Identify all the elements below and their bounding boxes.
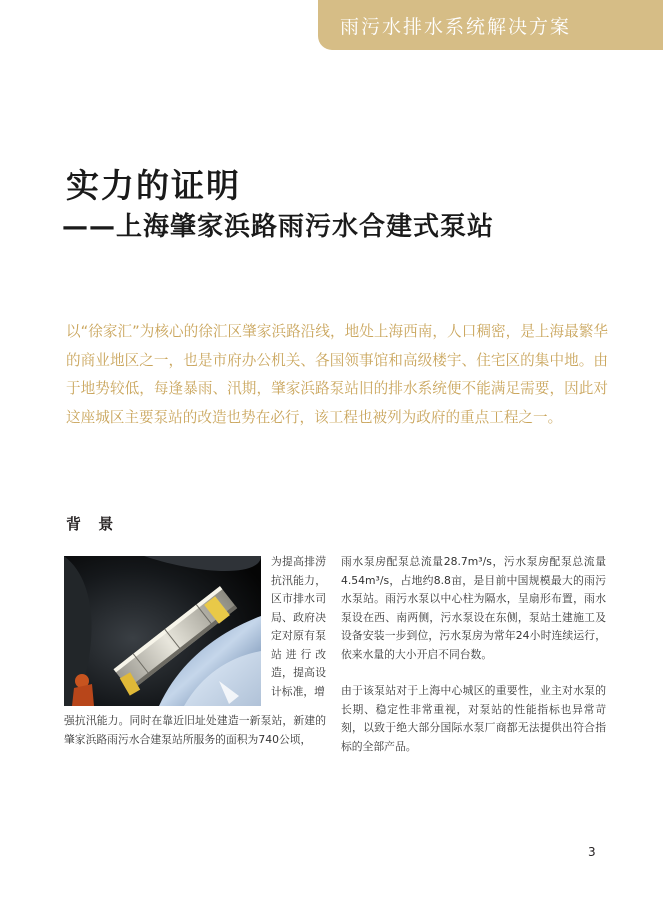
- page-title: 实力的证明: [66, 166, 241, 205]
- background-text-side: 为提高排涝抗汛能力，区市排水司局、政府决定对原有泵站进行改造，提高设计标准，增: [271, 555, 326, 698]
- intro-paragraph: 以“徐家汇”为核心的徐汇区肇家浜路沿线，地处上海西南，人口稠密，是上海最繁华的商业地区之一，也是市府办公机关、各国领事馆和高级楼宇、住宅区的集中地。由于地势较低，每逢暴雨、汛期，肇家浜路泵站旧的排水系统便不能满足需要，因此对这座城区主要泵站的改造也势在必行，该工程也被列为政府的重点工程之一。: [66, 323, 608, 426]
- background-paragraph-flow: 雨水泵房配泵总流量28.7m³/s，污水泵房配泵总流量4.54m³/s，占地约8.8亩，是目前中国规模最大的雨污水泵站。雨污水泵以中心柱为隔水，呈扇形布置，雨水泵设在西、南两侧，污水泵设在东侧，泵站土建施工及设备安装一步到位，污水泵房为常年24小时连续运行，依来水量的大小开启不同台数。: [341, 555, 606, 661]
- background-text-bottom: 强抗汛能力。同时在靠近旧址处建造一新泵站，新建的肇家浜路雨污水合建泵站所服务的面积为740公顷，: [64, 714, 326, 746]
- section-heading-background: 背 景: [66, 515, 120, 533]
- section-header-title: 雨污水排水系统解决方案: [340, 15, 572, 38]
- page-number: 3: [588, 845, 596, 859]
- section-header-tab: [318, 0, 663, 50]
- page-subtitle: ——上海肇家浜路雨污水合建式泵站: [62, 212, 495, 242]
- pump-installation-photo: [64, 556, 261, 706]
- background-column-right: [341, 553, 606, 774]
- background-paragraph-importance: 由于该泵站对于上海中心城区的重要性，业主对水泵的长期、稳定性非常重视，对泵站的性能指标也异常苛刻，以致于绝大部分国际水泵厂商都无法提供出符合指标的全部产品。: [341, 684, 606, 753]
